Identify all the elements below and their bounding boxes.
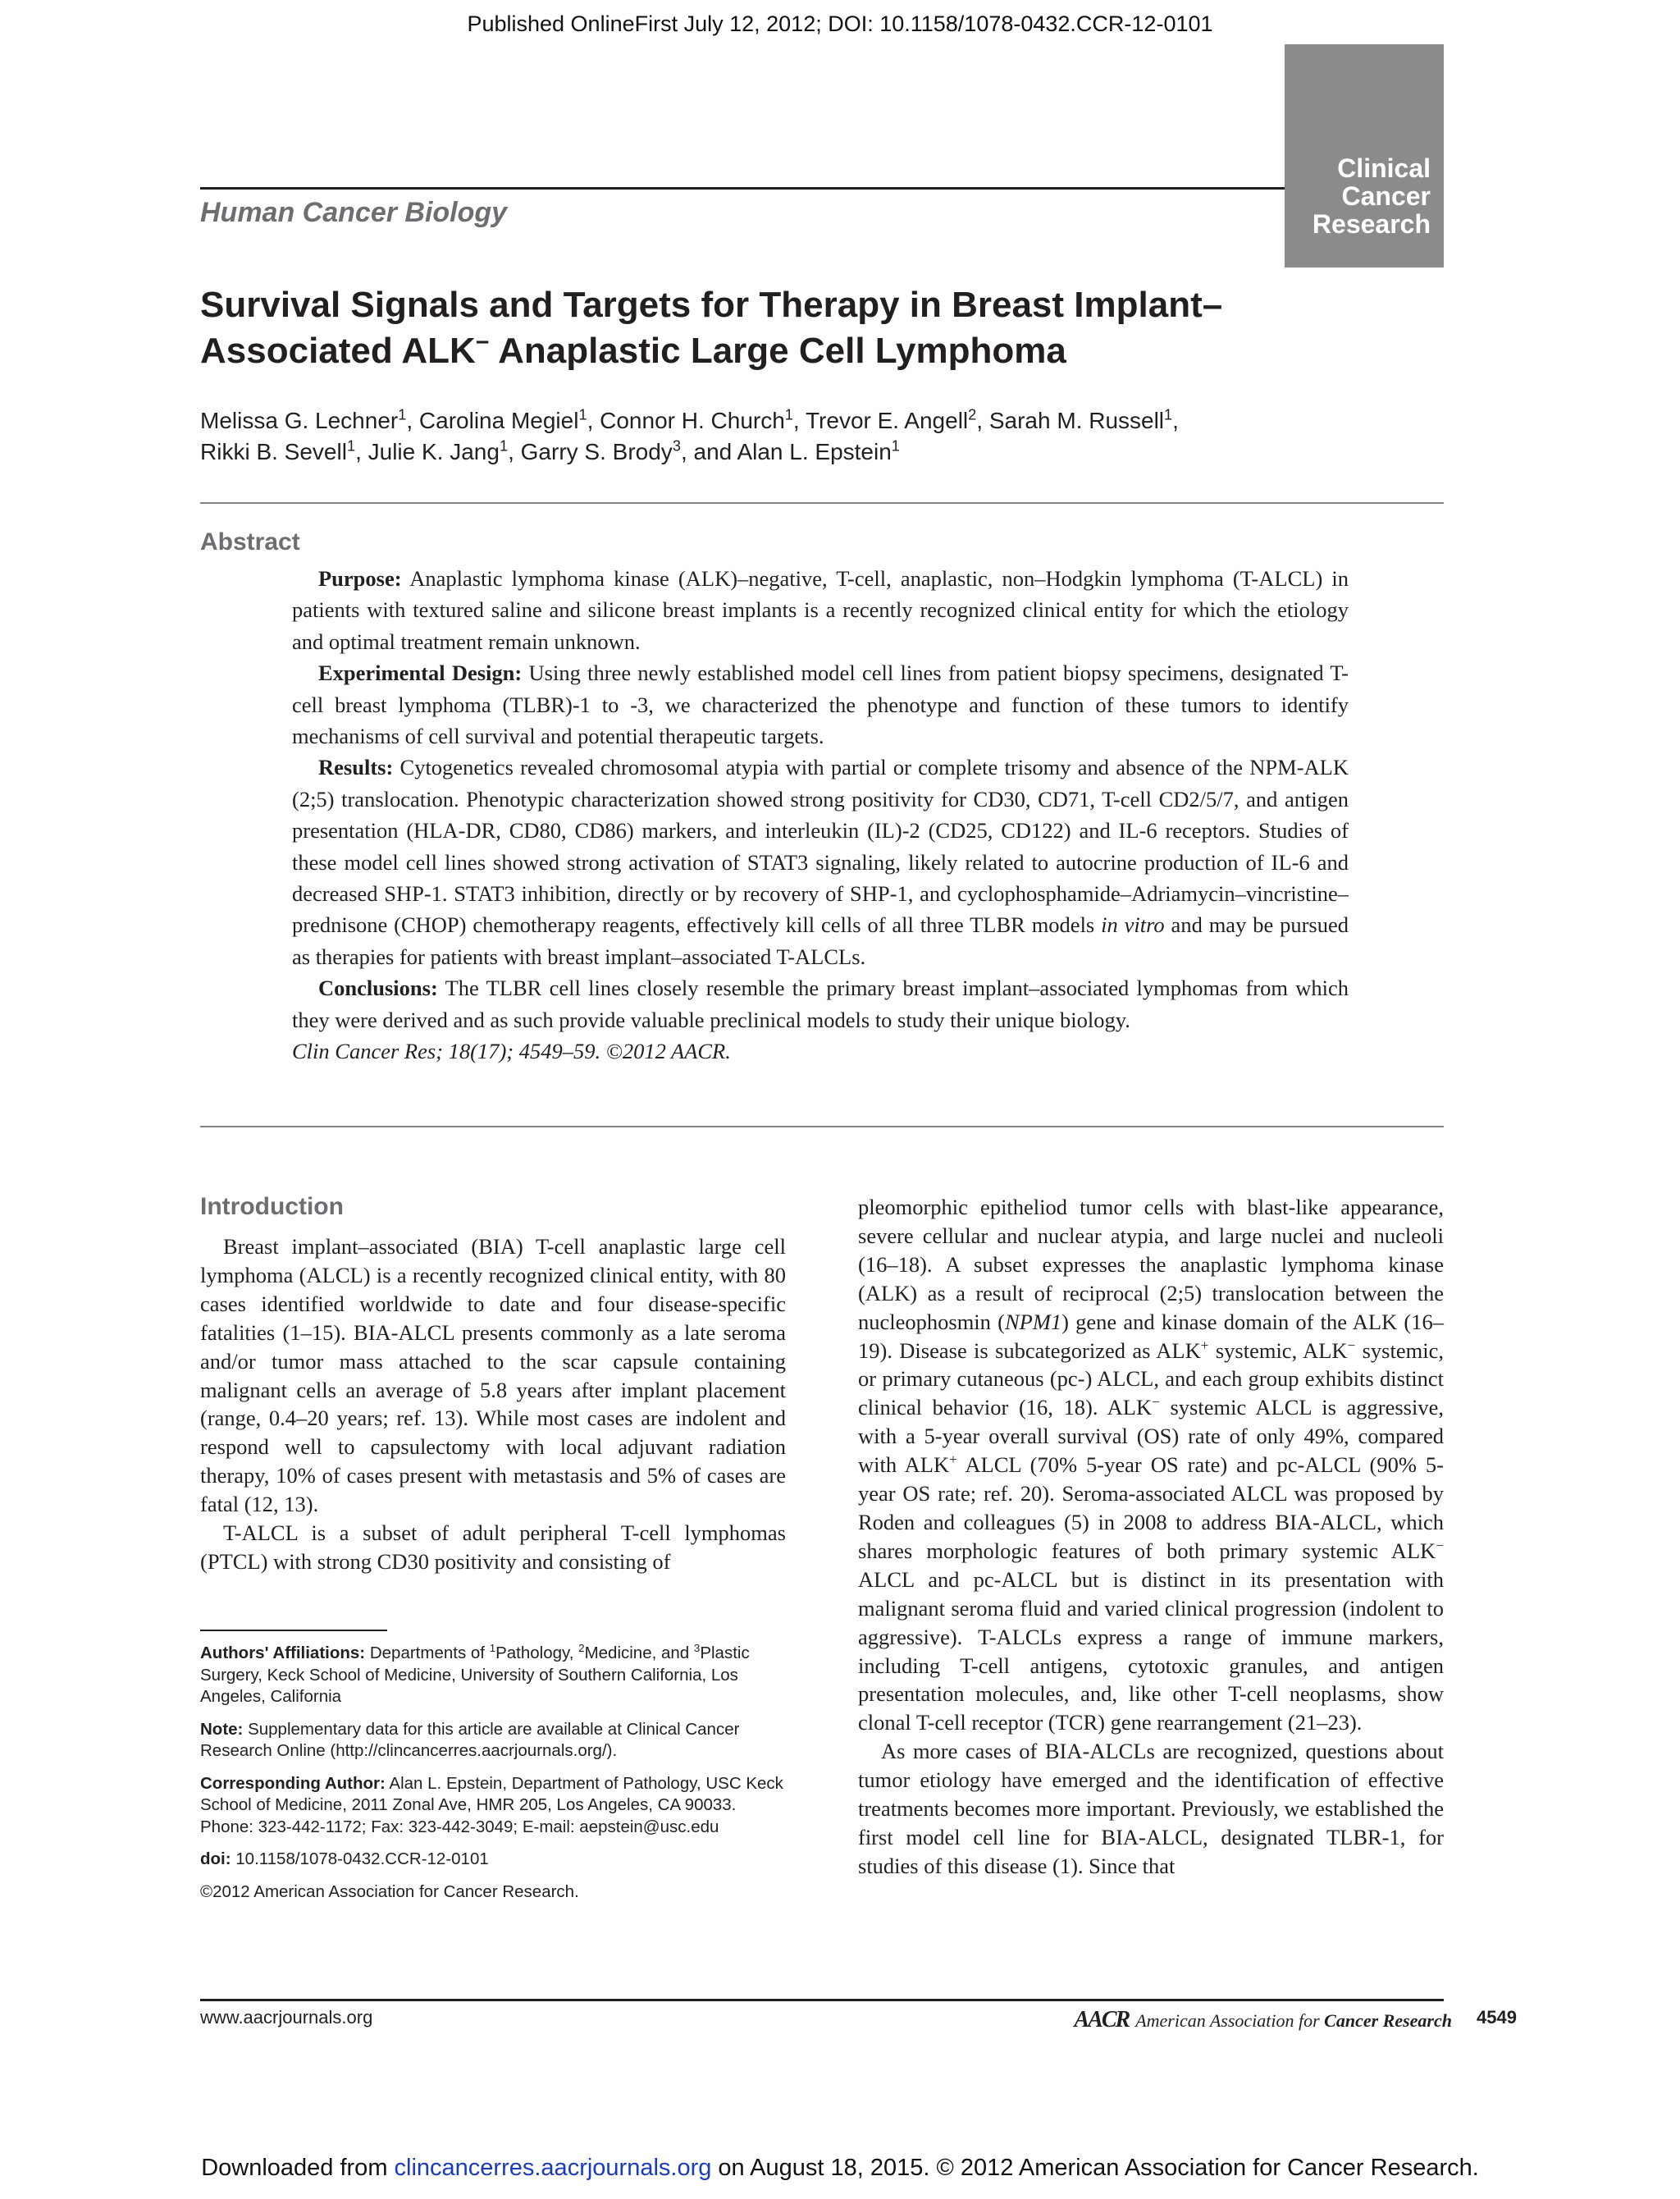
- author-affiliation-mark: 1: [891, 437, 900, 455]
- intro-text: systemic, ALK: [1208, 1337, 1348, 1363]
- affiliation-mark: 2: [578, 1642, 585, 1655]
- author-name: Julie K. Jang: [368, 439, 500, 464]
- superscript-minus: −: [1347, 1337, 1356, 1353]
- downloaded-text: Downloaded from: [201, 2155, 395, 2181]
- author-affiliation-mark: 3: [672, 437, 681, 455]
- author-affiliations: [200, 1643, 786, 1708]
- note-label: Note:: [200, 1719, 244, 1739]
- aacr-name: American Association for: [1135, 2010, 1325, 2031]
- abstract-purpose-label: Purpose:: [318, 566, 402, 591]
- author-affiliation-mark: 1: [398, 406, 407, 423]
- aacr-name-bold: Cancer Research: [1324, 2010, 1452, 2031]
- title-superscript: −: [475, 329, 490, 356]
- copyright: ©2012 American Association for Cancer Research.: [200, 1881, 579, 1901]
- right-column: [858, 1193, 1444, 1881]
- journal-logo-line: Clinical: [1337, 153, 1431, 183]
- corresponding-text: Alan L. Epstein, Department of Pathology, USC Keck School of Medicine, 2011 Zonal Ave, HMR 205, Los Angeles, CA 90033. Phone: 323-442-1172; Fax: 323-442-3049; E-mail: aepstein@usc.edu: [200, 1773, 783, 1836]
- title-line-2: Associated ALK: [200, 331, 476, 371]
- abstract-results: [292, 752, 1349, 972]
- article-title: [200, 282, 1480, 374]
- abstract-conclusions-text: The TLBR cell lines closely resemble the primary breast implant–associated lymphomas from which they were derived and as such provide valuable preclinical models to study their unique biology.: [292, 976, 1349, 1032]
- corresponding-author: [200, 1773, 786, 1839]
- doi-label: doi:: [200, 1849, 231, 1868]
- intro-paragraph: [858, 1193, 1444, 1737]
- abstract-body: [292, 563, 1349, 1067]
- superscript-plus: +: [949, 1452, 957, 1468]
- footnotes: [200, 1643, 786, 1913]
- author-name: Melissa G. Lechner: [200, 408, 399, 433]
- superscript-minus: −: [1436, 1538, 1444, 1554]
- abstract-design-text: Using three newly established model cell lines from patient biopsy specimens, designated T-cell breast lymphoma (TLBR)-1 to -3, we characterized the phenotype and function of these tumors to identify mechanisms of cell survival and potential therapeutic targets.: [292, 661, 1349, 749]
- abstract-citation: Clin Cancer Res; 18(17); 4549–59. ©2012 AACR.: [292, 1039, 731, 1064]
- page-number: 4549: [1477, 2007, 1517, 2028]
- affiliations-text: Pathology,: [495, 1644, 579, 1662]
- gene-name: NPM1: [1004, 1309, 1062, 1334]
- affiliations-label: Authors' Affiliations:: [200, 1644, 366, 1662]
- author-name: Rikki B. Sevell: [200, 439, 347, 464]
- aacr-footer-logo: [1025, 2007, 1452, 2033]
- author-name: Trevor E. Angell: [805, 408, 969, 433]
- affiliations-text: Plastic Surgery, Keck School of Medicine, University of Southern California, Los Angeles, California: [200, 1644, 750, 1706]
- abstract-design: [292, 657, 1349, 752]
- author-affiliation-mark: 1: [346, 437, 356, 455]
- intro-paragraph: T-ALCL is a subset of adult peripheral T-cell lymphomas (PTCL) with strong CD30 positivity and consisting of: [200, 1520, 786, 1574]
- affiliations-text: Departments of: [365, 1644, 490, 1662]
- abstract-purpose: [292, 563, 1349, 657]
- abstract-heading: Abstract: [200, 528, 300, 555]
- affiliations-text: Medicine, and: [584, 1644, 694, 1662]
- intro-text: pleomorphic epitheliod tumor cells with blast-like appearance, severe cellular and nuclear atypia, and large nuclei and nucleoli (16–18). A subset expresses the anaplastic lymphoma kinase (ALK) as a result of reciprocal (2;5) translocation between the nucleophosmin (: [858, 1195, 1444, 1334]
- supplementary-note: [200, 1719, 786, 1762]
- abstract-top-rule: [200, 502, 1444, 504]
- superscript-minus: −: [1152, 1394, 1160, 1410]
- journal-logo-line: Cancer: [1341, 181, 1431, 211]
- downloaded-banner: [0, 2155, 1680, 2182]
- introduction-heading: Introduction: [200, 1193, 344, 1220]
- author-name: Carolina Megiel: [418, 408, 579, 433]
- intro-text: systemic ALCL is aggressive, with a 5-year overall survival (OS) rate of only 49%, compared with ALK: [858, 1395, 1444, 1478]
- journal-logo: [1285, 44, 1444, 267]
- abstract-purpose-text: Anaplastic lymphoma kinase (ALK)–negative, T-cell, anaplastic, non–Hodgkin lymphoma (T-ALCL) in patients with textured saline and silicone breast implants is a recently recognized clinical entity for which the etiology and optimal treatment remain unknown.: [292, 566, 1349, 654]
- downloaded-link[interactable]: clincancerres.aacrjournals.org: [394, 2155, 712, 2181]
- abstract-bottom-rule: [200, 1126, 1444, 1127]
- abstract-conclusions-label: Conclusions:: [318, 976, 438, 1001]
- downloaded-text-end: on August 18, 2015. © 2012 American Association for Cancer Research.: [711, 2155, 1479, 2181]
- author-affiliation-mark: 1: [578, 406, 587, 423]
- author-name: Garry S. Brody: [520, 439, 673, 464]
- published-online-banner: Published OnlineFirst July 12, 2012; DOI: 10.1158/1078-0432.CCR-12-0101: [467, 11, 1213, 36]
- intro-text: ) gene and kinase domain of the ALK (16–19). Disease is subcategorized as ALK: [858, 1309, 1445, 1363]
- abstract-results-italic: in vitro: [1101, 912, 1165, 938]
- intro-text: systemic, or primary cutaneous (pc-) ALCL, and each group exhibits distinct clinical behavior (16, 18). ALK: [858, 1337, 1444, 1420]
- author-affiliation-mark: 2: [968, 406, 977, 423]
- affiliation-mark: 3: [693, 1642, 701, 1655]
- footer-url: www.aacrjournals.org: [200, 2007, 373, 2028]
- journal-logo-line: Research: [1312, 209, 1431, 239]
- abstract-conclusions: [292, 972, 1349, 1035]
- author-list: Melissa G. Lechner$^1$, Carolina Megiel$^1$, Connor H. Church$^1$, Trevor E. Angell$^2$, Sarah M. Russell$^1$, Rikki B. Sevell$^1$, Julie K. Jang$^1$, Garry S. Brody$^3$, and Alan L. Epstein$^1$: [200, 406, 1179, 464]
- left-column: [200, 1232, 786, 1576]
- intro-paragraph: As more cases of BIA-ALCLs are recognized, questions about tumor etiology have emerged and the identification of effective treatments becomes more important. Previously, we established the first model cell line for BIA-ALCL, designated TLBR-1, for studies of this disease (1). Since that: [858, 1739, 1444, 1878]
- author-name: Connor H. Church: [600, 408, 785, 433]
- author-name: Sarah M. Russell: [988, 408, 1165, 433]
- abstract-results-text-end: and may be pursued as therapies for patients with breast implant–associated T-ALCLs.: [292, 912, 1349, 969]
- title-line-2-rest: Anaplastic Large Cell Lymphoma: [489, 331, 1066, 371]
- note-text: Supplementary data for this article are available at Clinical Cancer Research Online (http://clincancerres.aacrjournals.org/).: [200, 1719, 740, 1760]
- author-name: and Alan L. Epstein: [693, 439, 892, 464]
- author-affiliation-mark: 1: [499, 437, 509, 455]
- section-label: Human Cancer Biology: [200, 197, 508, 228]
- doi-text: 10.1158/1078-0432.CCR-12-0101: [231, 1849, 489, 1868]
- intro-paragraph: Breast implant–associated (BIA) T-cell anaplastic large cell lymphoma (ALCL) is a recently recognized clinical entity, with 80 cases identified worldwide to date and four disease-specific fatalities (1–15). BIA-ALCL presents commonly as a late seroma and/or tumor mass attached to the scar capsule containing malignant cells an average of 5.8 years after implant placement (range, 0.4–20 years; ref. 13). While most cases are indolent and respond well to capsulectomy with local adjuvant radiation therapy, 10% of cases present with metastasis and 5% of cases are fatal (12, 13).: [200, 1234, 786, 1517]
- abstract-results-label: Results:: [318, 755, 394, 780]
- aacr-mark: AACR: [1074, 2007, 1130, 2032]
- affiliation-mark: 1: [489, 1642, 496, 1655]
- intro-text: ALCL and pc-ALCL but is distinct in its presentation with malignant seroma fluid and varied clinical progression (indolent to aggressive). T-ALCLs express a range of immune markers, including T-cell antigens, cytotoxic granules, and antigen presentation molecules, and, like other T-cell neoplasms, show clonal T-cell receptor (TCR) gene rearrangement (21–23).: [858, 1566, 1444, 1735]
- author-affiliation-mark: 1: [784, 406, 793, 423]
- superscript-plus: +: [1200, 1337, 1209, 1353]
- intro-text: ALCL (70% 5-year OS rate) and pc-ALCL (90% 5-year OS rate; ref. 20). Seroma-associated ALCL was proposed by Roden and colleagues (5) in 2008 to address BIA-ALCL, which shares morphologic features of both primary systemic ALK: [858, 1452, 1444, 1563]
- author-affiliation-mark: 1: [1164, 406, 1173, 423]
- section-rule: [200, 187, 1299, 190]
- abstract-results-text: Cytogenetics revealed chromosomal atypia with partial or complete trisomy and absence of the NPM-ALK (2;5) translocation. Phenotypic characterization showed strong positivity for CD30, CD71, T-cell CD2/5/7, and antigen presentation (HLA-DR, CD80, CD86) markers, and interleukin (IL)-2 (CD25, CD122) and IL-6 receptors. Studies of these model cell lines showed strong activation of STAT3 signaling, likely related to autocrine production of IL-6 and decreased SHP-1. STAT3 inhibition, directly or by recovery of SHP-1, and cyclophosphamide–Adriamycin–vincristine–prednisone (CHOP) chemotherapy reagents, effectively kill cells of all three TLBR models: [292, 755, 1349, 938]
- abstract-design-label: Experimental Design:: [318, 661, 523, 686]
- corresponding-label: Corresponding Author:: [200, 1773, 386, 1793]
- footnote-rule: [200, 1630, 387, 1631]
- footer-rule: [200, 1999, 1444, 2001]
- doi: [200, 1849, 786, 1871]
- title-line-1: Survival Signals and Targets for Therapy in Breast Implant–: [200, 285, 1223, 325]
